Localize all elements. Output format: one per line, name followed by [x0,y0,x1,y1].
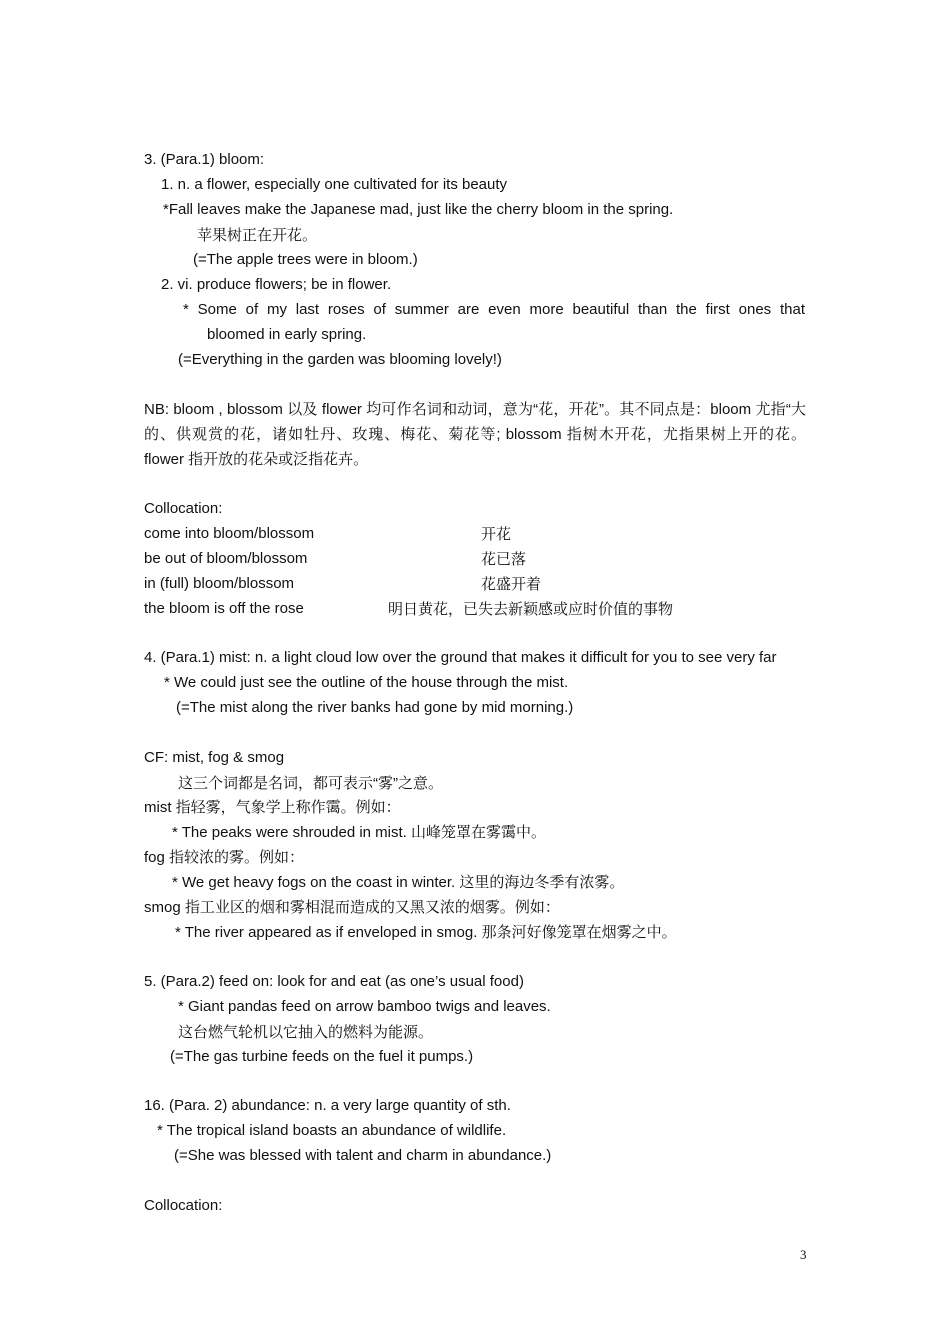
collocation-en: come into bloom/blossom [144,525,315,542]
cf-fog: fog 指较浓的雾。例如： [144,849,305,866]
collocation-zh: 花盛开着 [481,576,542,593]
cf-intro: 这三个词都是名词，都可表示“雾”之意。 [178,775,443,792]
item4-example: * We could just see the outline of the house through the mist. [164,674,569,691]
collocation-title: Collocation: [144,500,223,517]
cf-smog: smog 指工业区的烟和雾相混而造成的又黑又浓的烟雾。例如： [144,899,560,916]
item3-sense1: 1. n. a flower, especially one cultivated for its beauty [161,176,508,193]
collocation-en: be out of bloom/blossom [144,550,308,567]
collocation-zh: 开花 [481,526,512,543]
collocation-en: in (full) bloom/blossom [144,575,295,592]
item3-sense2-translation: (=Everything in the garden was blooming lovely!) [178,351,502,368]
item16-heading: 16. (Para. 2) abundance: n. a very large quantity of sth. [144,1097,511,1114]
cf-mist: mist 指轻雾，气象学上称作霭。例如： [144,799,401,816]
item3-sense2: 2. vi. produce flowers; be in flower. [161,276,392,293]
item5-chinese: 这台燃气轮机以它抽入的燃料为能源。 [178,1024,434,1041]
item16-translation: (=She was blessed with talent and charm in abundance.) [174,1147,552,1164]
collocation-en: the bloom is off the rose [144,600,304,617]
collocation-zh: 明日黄花，已失去新颖感或应时价值的事物 [388,601,674,618]
nb-note: NB: bloom , blossom 以及 flower 均可作名词和动词，意为“花，开花”。其不同点是：bloom 尤指“大的、供观赏的花，诸如牡丹、玫瑰、梅花、菊花等; blossom 指树木开花，尤指果树上开的花。flower 指开放的花朵或泛指花卉。 [144,401,806,468]
item3-sense2-example: * Some of my last roses of summer are even more beautiful than the first ones that [183,301,805,318]
item16-example: * The tropical island boasts an abundance of wildlife. [157,1122,507,1139]
page-number: 3 [800,1247,807,1262]
item3-sense2-example-cont: bloomed in early spring. [207,326,367,343]
cf-smog-example: * The river appeared as if enveloped in smog. 那条河好像笼罩在烟雾之中。 [175,924,677,941]
item3-sense1-translation: (=The apple trees were in bloom.) [193,251,418,268]
cf-mist-example: * The peaks were shrouded in mist. 山峰笼罩在雾霭中。 [172,824,547,841]
item3-heading: 3. (Para.1) bloom: [144,151,265,168]
item3-sense1-example: *Fall leaves make the Japanese mad, just like the cherry bloom in the spring. [163,201,674,218]
cf-fog-example: * We get heavy fogs on the coast in winter. 这里的海边冬季有浓雾。 [172,874,625,891]
item3-sense1-chinese: 苹果树正在开花。 [197,227,318,244]
collocation-title-2: Collocation: [144,1197,223,1214]
item4-heading: 4. (Para.1) mist: n. a light cloud low over the ground that makes it difficult for you to see very far [144,649,777,666]
item5-heading: 5. (Para.2) feed on: look for and eat (as one’s usual food) [144,973,524,990]
item4-translation: (=The mist along the river banks had gone by mid morning.) [176,699,574,716]
cf-heading: CF: mist, fog & smog [144,749,285,766]
item5-example: * Giant pandas feed on arrow bamboo twigs and leaves. [178,998,551,1015]
item5-translation: (=The gas turbine feeds on the fuel it pumps.) [170,1048,474,1065]
collocation-zh: 花已落 [481,551,527,568]
